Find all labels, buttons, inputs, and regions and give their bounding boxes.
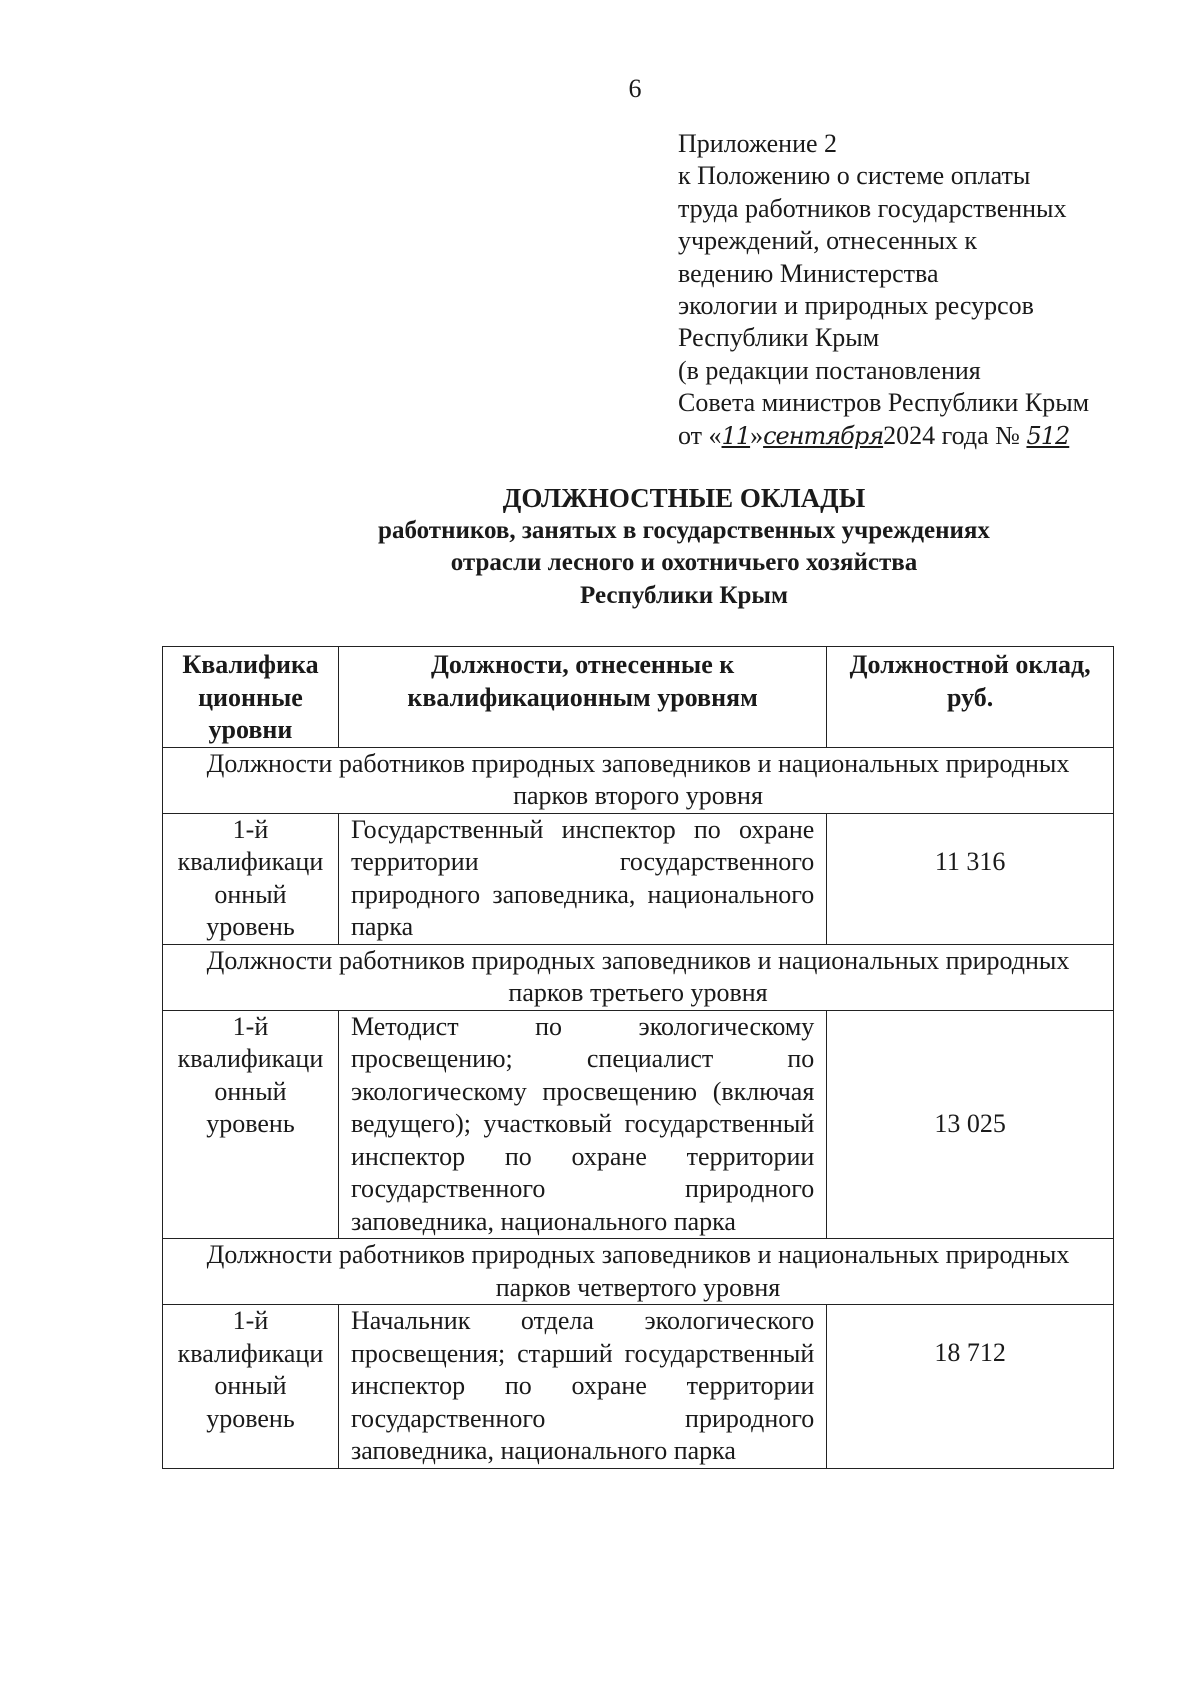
date-prefix: от «	[678, 420, 722, 450]
group-title-row	[163, 747, 1114, 813]
level-cell: 1-й квалификаци онный уровень	[163, 813, 339, 944]
group-title-row	[163, 944, 1114, 1010]
salary-cell: 13 025	[827, 1010, 1114, 1239]
table-header-row	[163, 647, 1114, 748]
date-day: 11	[721, 421, 751, 450]
level-cell: 1-й квалификаци онный уровень	[163, 1010, 339, 1239]
annex-line: (в редакции постановления	[678, 355, 981, 385]
group-title: Должности работников природных заповедников и национальных природных парков третьего уровня	[163, 944, 1114, 1010]
table-row	[163, 1010, 1114, 1239]
table-row	[163, 1305, 1114, 1469]
positions-cell: Методист по экологическому просвещению; специалист по экологическому просвещению (включая ведущего); участковый государственный инспектор по охране территории государственного природного заповедника, национального парка	[338, 1010, 826, 1239]
salary-cell: 11 316	[827, 813, 1114, 944]
page-number: 6	[628, 74, 642, 103]
title-line-2: работников, занятых в государственных учреждениях	[378, 516, 990, 544]
header-positions: Должности, отнесенные к квалификационным уровням	[338, 647, 826, 748]
annex-line: труда работников государственных	[678, 193, 1067, 223]
title-line-3: отрасли лесного и охотничьего хозяйства	[450, 549, 918, 576]
annex-line: Совета министров Республики Крым	[678, 388, 1090, 418]
annex-line: экологии и природных ресурсов	[678, 291, 1034, 321]
annex-date-line	[678, 420, 1089, 452]
header-salary: Должностной оклад, руб.	[827, 647, 1114, 748]
positions-cell: Начальник отдела экологического просвещения; старший государственный инспектор по охране территории государственного природного заповедника, национального парка	[338, 1305, 826, 1469]
annex-line: Приложение 2	[678, 129, 838, 158]
group-title-row	[163, 1239, 1114, 1305]
positions-cell: Государственный инспектор по охране территории государственного природного заповедника, национального парка	[338, 813, 826, 944]
date-number: 512	[1026, 421, 1070, 450]
salary-table	[162, 646, 1114, 1469]
annex-line: Республики Крым	[678, 323, 880, 353]
annex-line: к Положению о системе оплаты	[678, 161, 1031, 191]
date-year: 2024 года №	[883, 420, 1020, 450]
table-row	[163, 813, 1114, 944]
title-line-1: ДОЛЖНОСТНЫЕ ОКЛАДЫ	[502, 483, 866, 513]
date-month: сентября	[763, 421, 884, 450]
title-line-4: Республики Крым	[580, 581, 788, 609]
date-mid: »	[750, 420, 764, 450]
annex-line: учреждений, отнесенных к	[678, 226, 978, 256]
group-title: Должности работников природных заповедников и национальных природных парков четвертого уровня	[163, 1239, 1114, 1305]
header-qualification-levels: Квалифика ционные уровни	[163, 647, 339, 748]
salary-cell: 18 712	[827, 1305, 1114, 1469]
annex-line: ведению Министерства	[678, 258, 939, 288]
annex-header	[678, 128, 1089, 452]
level-cell: 1-й квалификаци онный уровень	[163, 1305, 339, 1469]
group-title: Должности работников природных заповедников и национальных природных парков второго уровня	[163, 747, 1114, 813]
document-title	[175, 482, 1193, 612]
